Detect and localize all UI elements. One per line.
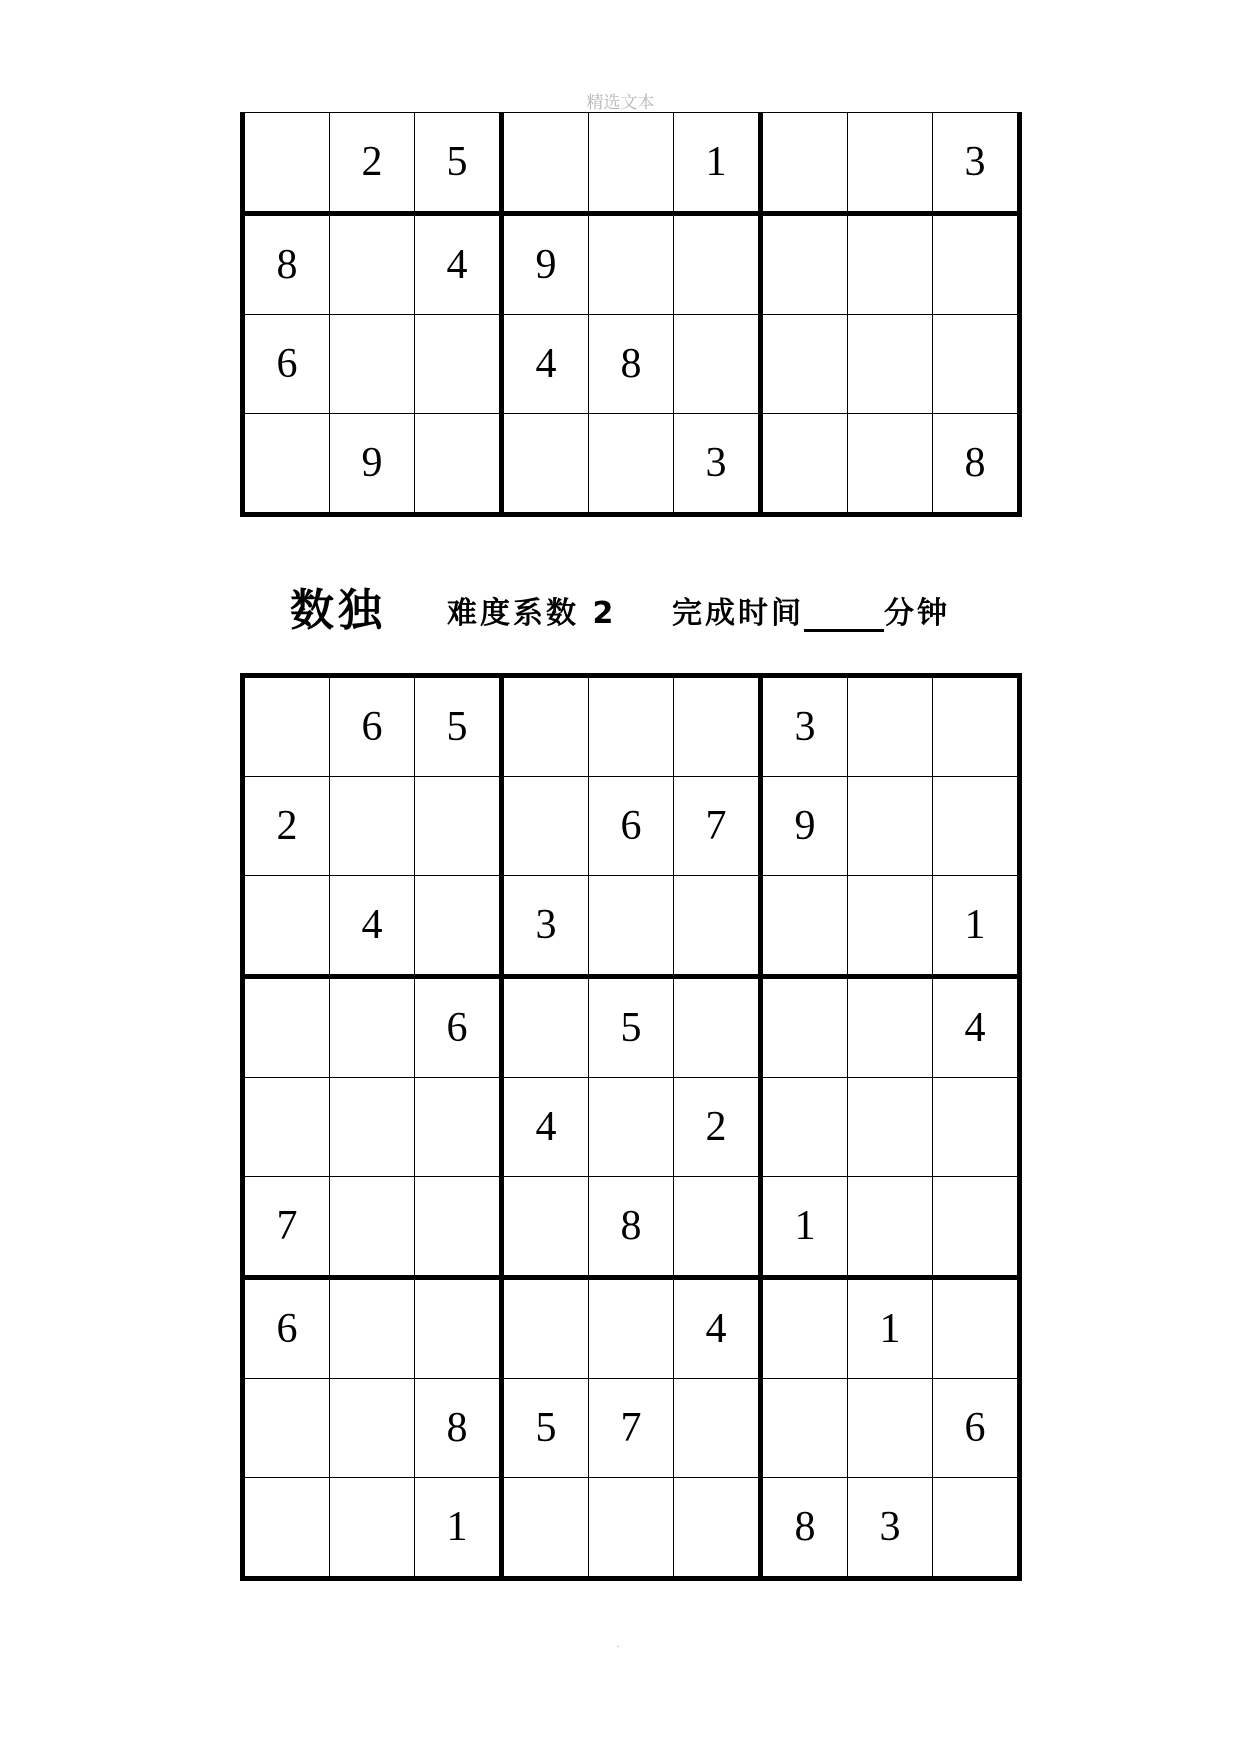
- grid-cell[interactable]: [243, 676, 330, 777]
- grid-cell[interactable]: [848, 977, 933, 1078]
- grid-cell[interactable]: [243, 414, 330, 515]
- grid-cell[interactable]: [761, 214, 848, 315]
- grid-cell[interactable]: [415, 1177, 502, 1278]
- grid-cell[interactable]: [589, 414, 674, 515]
- grid-cell[interactable]: [243, 1379, 330, 1478]
- grid-cell[interactable]: [674, 1177, 761, 1278]
- grid-cell[interactable]: 9: [502, 214, 589, 315]
- grid-cell[interactable]: [589, 876, 674, 977]
- grid-cell[interactable]: [848, 876, 933, 977]
- grid-cell[interactable]: [933, 214, 1020, 315]
- grid-cell[interactable]: 2: [243, 777, 330, 876]
- grid-cell[interactable]: [848, 1379, 933, 1478]
- grid-row: [243, 676, 1020, 777]
- grid-row: [243, 1379, 1020, 1478]
- time-prefix: 完成时间: [672, 596, 804, 631]
- grid-cell[interactable]: [502, 777, 589, 876]
- grid-cell[interactable]: [848, 315, 933, 414]
- grid-cell[interactable]: [502, 977, 589, 1078]
- grid-cell[interactable]: 1: [674, 113, 761, 214]
- grid-cell[interactable]: [933, 1478, 1020, 1579]
- grid-cell[interactable]: 3: [848, 1478, 933, 1579]
- grid-cell[interactable]: [502, 1278, 589, 1379]
- difficulty-label: 难度系数 2: [447, 596, 617, 631]
- grid-cell[interactable]: [330, 1379, 415, 1478]
- grid-cell[interactable]: [415, 777, 502, 876]
- grid-cell[interactable]: 7: [674, 777, 761, 876]
- grid-cell[interactable]: [674, 1478, 761, 1579]
- grid-cell[interactable]: 4: [415, 214, 502, 315]
- grid-cell[interactable]: [848, 777, 933, 876]
- grid-cell[interactable]: [761, 414, 848, 515]
- grid-cell[interactable]: [933, 1177, 1020, 1278]
- grid-cell[interactable]: 7: [243, 1177, 330, 1278]
- grid-cell[interactable]: 4: [330, 876, 415, 977]
- grid-cell[interactable]: [848, 113, 933, 214]
- grid-cell[interactable]: [933, 777, 1020, 876]
- sudoku-grid-1: [240, 112, 1022, 517]
- grid-cell[interactable]: [243, 1478, 330, 1579]
- grid-cell[interactable]: [589, 1478, 674, 1579]
- grid-cell[interactable]: 3: [674, 414, 761, 515]
- puzzle-heading: [0, 570, 1241, 640]
- grid-cell[interactable]: [761, 1379, 848, 1478]
- grid-cell[interactable]: 8: [243, 214, 330, 315]
- grid-cell[interactable]: [330, 777, 415, 876]
- grid-cell[interactable]: 6: [415, 977, 502, 1078]
- grid-cell[interactable]: 4: [502, 1078, 589, 1177]
- grid-cell[interactable]: [848, 414, 933, 515]
- grid-row: [243, 414, 1020, 515]
- grid-cell[interactable]: [330, 1478, 415, 1579]
- sudoku-grid-2: [240, 673, 1022, 1581]
- grid-cell[interactable]: [243, 977, 330, 1078]
- grid-cell[interactable]: [761, 1078, 848, 1177]
- grid-row: [243, 315, 1020, 414]
- grid-cell[interactable]: [761, 1278, 848, 1379]
- grid-cell[interactable]: [933, 1078, 1020, 1177]
- grid-cell[interactable]: [674, 876, 761, 977]
- grid-cell[interactable]: 2: [674, 1078, 761, 1177]
- grid-row: [243, 777, 1020, 876]
- grid-cell[interactable]: 5: [589, 977, 674, 1078]
- grid-cell[interactable]: [761, 113, 848, 214]
- grid-cell[interactable]: [415, 315, 502, 414]
- time-suffix: 分钟: [884, 596, 950, 631]
- grid-row: [243, 113, 1020, 214]
- grid-cell[interactable]: [330, 977, 415, 1078]
- grid-row: [243, 1177, 1020, 1278]
- grid-row: [243, 977, 1020, 1078]
- grid-cell[interactable]: 8: [415, 1379, 502, 1478]
- grid-cell[interactable]: 5: [415, 113, 502, 214]
- grid-cell[interactable]: [674, 977, 761, 1078]
- grid-row: [243, 214, 1020, 315]
- grid-cell[interactable]: 2: [330, 113, 415, 214]
- grid-cell[interactable]: [415, 1078, 502, 1177]
- grid-cell[interactable]: 6: [589, 777, 674, 876]
- footer-mark: .: [617, 1640, 620, 1649]
- grid-cell[interactable]: [674, 676, 761, 777]
- grid-cell[interactable]: [330, 315, 415, 414]
- time-blank-line[interactable]: [804, 599, 884, 632]
- grid-cell[interactable]: [933, 676, 1020, 777]
- completion-time-label: [672, 588, 950, 632]
- grid-cell[interactable]: [933, 315, 1020, 414]
- grid-cell[interactable]: [761, 876, 848, 977]
- grid-cell[interactable]: 8: [933, 414, 1020, 515]
- puzzle-title: 数独: [290, 585, 386, 636]
- grid-cell[interactable]: [589, 113, 674, 214]
- grid-cell[interactable]: 6: [243, 315, 330, 414]
- grid-cell[interactable]: 9: [761, 777, 848, 876]
- grid-row: [243, 1278, 1020, 1379]
- grid-cell[interactable]: 4: [674, 1278, 761, 1379]
- grid-cell[interactable]: [848, 676, 933, 777]
- grid-cell[interactable]: 3: [761, 676, 848, 777]
- grid-cell[interactable]: 1: [761, 1177, 848, 1278]
- grid-cell[interactable]: 6: [933, 1379, 1020, 1478]
- grid-cell[interactable]: [415, 876, 502, 977]
- grid-cell[interactable]: [848, 1177, 933, 1278]
- grid-cell[interactable]: 4: [502, 315, 589, 414]
- grid-cell[interactable]: [848, 1078, 933, 1177]
- grid-cell[interactable]: 8: [589, 315, 674, 414]
- grid-cell[interactable]: 5: [502, 1379, 589, 1478]
- grid-cell[interactable]: [761, 977, 848, 1078]
- grid-cell[interactable]: [415, 414, 502, 515]
- grid-cell[interactable]: [589, 1278, 674, 1379]
- grid-cell[interactable]: [502, 1478, 589, 1579]
- grid-cell[interactable]: [330, 1078, 415, 1177]
- grid-cell[interactable]: [589, 676, 674, 777]
- grid-cell[interactable]: [674, 1379, 761, 1478]
- grid-cell[interactable]: [502, 113, 589, 214]
- grid-cell[interactable]: 1: [415, 1478, 502, 1579]
- grid-cell[interactable]: [589, 214, 674, 315]
- grid-cell[interactable]: 6: [330, 676, 415, 777]
- grid-cell[interactable]: 7: [589, 1379, 674, 1478]
- grid-cell[interactable]: [674, 315, 761, 414]
- grid-cell[interactable]: [933, 1278, 1020, 1379]
- grid-cell[interactable]: [243, 113, 330, 214]
- grid-cell[interactable]: [330, 1177, 415, 1278]
- grid-cell[interactable]: 8: [589, 1177, 674, 1278]
- grid-row: [243, 1478, 1020, 1579]
- grid-row: [243, 1078, 1020, 1177]
- grid-cell[interactable]: 3: [502, 876, 589, 977]
- grid-cell[interactable]: [330, 1278, 415, 1379]
- grid-cell[interactable]: [243, 876, 330, 977]
- grid-cell[interactable]: [502, 676, 589, 777]
- grid-cell[interactable]: 1: [933, 876, 1020, 977]
- grid-cell[interactable]: 1: [848, 1278, 933, 1379]
- grid-cell[interactable]: 9: [330, 414, 415, 515]
- grid-cell[interactable]: [502, 1177, 589, 1278]
- grid-cell[interactable]: [502, 414, 589, 515]
- grid-cell[interactable]: 4: [933, 977, 1020, 1078]
- grid-cell[interactable]: [330, 214, 415, 315]
- grid-cell[interactable]: 5: [415, 676, 502, 777]
- grid-cell[interactable]: [674, 214, 761, 315]
- grid-cell[interactable]: [415, 1278, 502, 1379]
- watermark-text: 精选文本: [586, 93, 655, 113]
- grid-cell[interactable]: [848, 214, 933, 315]
- grid-cell[interactable]: [761, 315, 848, 414]
- grid-row: [243, 876, 1020, 977]
- grid-cell[interactable]: 3: [933, 113, 1020, 214]
- grid-cell[interactable]: 8: [761, 1478, 848, 1579]
- grid-cell[interactable]: 6: [243, 1278, 330, 1379]
- grid-cell[interactable]: [589, 1078, 674, 1177]
- grid-cell[interactable]: [243, 1078, 330, 1177]
